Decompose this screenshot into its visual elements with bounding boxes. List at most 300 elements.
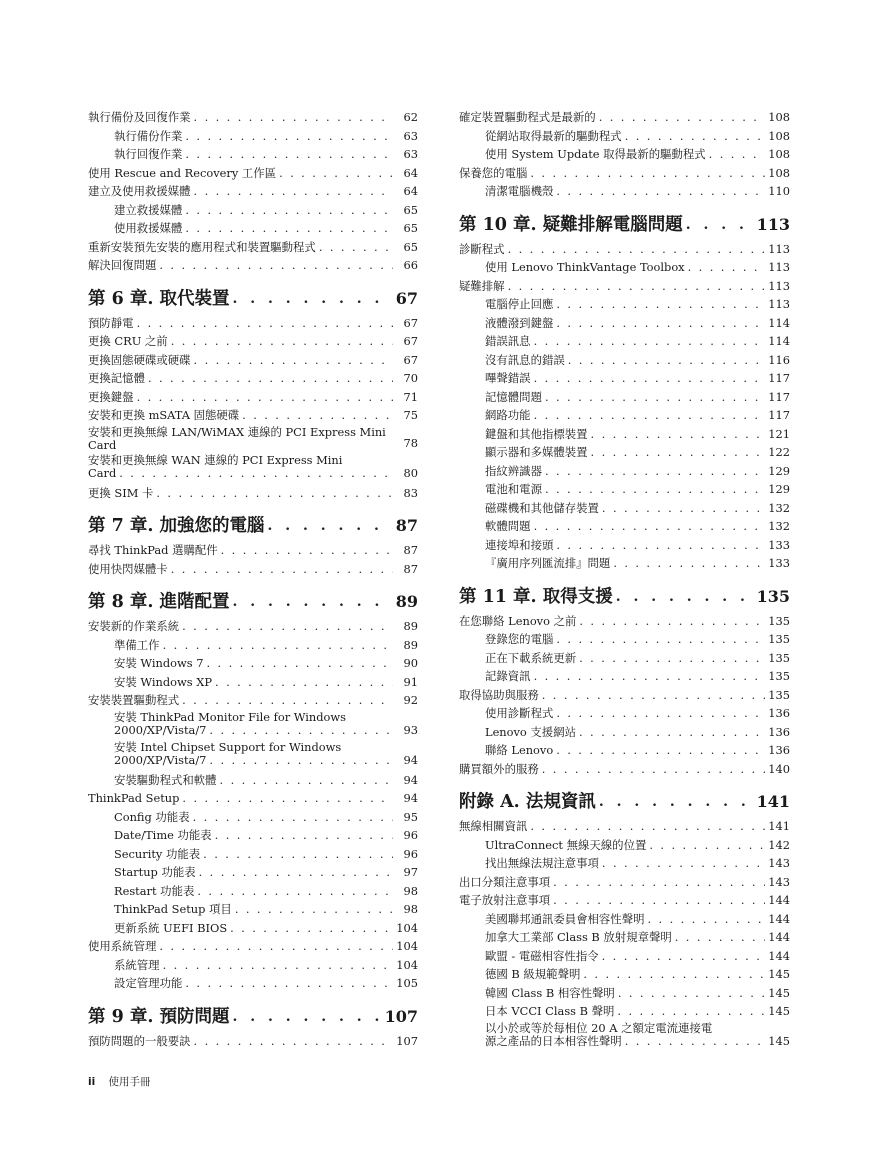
toc-page-number: 132 — [768, 519, 790, 533]
toc-entry-title-line: 安裝 Intel Chipset Support for Windows — [114, 739, 342, 754]
toc-entry[interactable] — [459, 760, 790, 779]
toc-entry-title: 磁碟機和其他儲存裝置 — [485, 500, 599, 515]
toc-subentry[interactable] — [88, 826, 418, 845]
toc-entry-title: 準備工作 — [114, 637, 160, 652]
dot-leader — [568, 351, 765, 370]
toc-page-number: 87 — [403, 543, 418, 557]
dot-leader — [556, 182, 765, 201]
toc-page-number: 64 — [403, 184, 418, 198]
chapter-title: 第 7 章. 加強您的電腦 — [88, 516, 265, 536]
toc-entry-title: 德國 B 級規範聲明 — [485, 967, 581, 981]
toc-entry-title: 建立及使用救援媒體 — [88, 184, 191, 198]
toc-entry[interactable] — [88, 314, 418, 333]
dot-leader — [185, 145, 393, 164]
dot-leader — [508, 240, 765, 259]
toc-page-number: 87 — [395, 516, 418, 535]
dot-leader — [159, 937, 393, 956]
toc-entry-title: 安裝 Windows XP — [114, 674, 213, 689]
toc-entry-title: Restart 功能表 — [114, 883, 195, 898]
toc-page-number: 91 — [403, 674, 418, 689]
toc-entry[interactable] — [459, 108, 790, 127]
toc-page-number: 67 — [395, 288, 418, 308]
toc-entry[interactable] — [459, 277, 790, 296]
toc-page-number: 122 — [768, 445, 790, 459]
toc-subentry[interactable] — [88, 127, 418, 146]
toc-entry-title-line: 2000/XP/Vista/7 — [114, 723, 207, 737]
toc-subentry[interactable] — [88, 201, 418, 220]
toc-entry-title: 執行備份及回復作業 — [88, 110, 191, 124]
toc-entry[interactable] — [88, 388, 418, 407]
toc-entry-title: 使用診斷程式 — [485, 706, 554, 720]
toc-entry-title: 更換固態硬碟或硬碟 — [88, 352, 191, 367]
dot-leader — [530, 164, 765, 183]
toc-entry-title: 安裝裝置驅動程式 — [88, 693, 180, 707]
toc-entry-title: 取得協助與服務 — [459, 687, 539, 702]
dot-leader — [182, 789, 393, 808]
toc-entry-title: 使用 Rescue and Recovery 工作區 — [88, 165, 277, 180]
toc-subentry[interactable] — [459, 258, 790, 277]
toc-subentry[interactable] — [459, 928, 790, 947]
chapter-title: 第 11 章. 取得支援 — [459, 586, 613, 607]
toc-entry[interactable] — [88, 332, 418, 351]
toc-entry[interactable] — [459, 686, 790, 705]
dot-leader — [137, 314, 393, 333]
toc-entry-title: 購買額外的服務 — [459, 761, 539, 776]
toc-subentry[interactable] — [88, 863, 418, 882]
toc-entry-title: 確定裝置驅動程式是最新的 — [459, 110, 596, 124]
toc-left-column — [88, 108, 418, 1050]
toc-page-number: 89 — [403, 619, 418, 633]
toc-page-number: 135 — [768, 669, 790, 683]
toc-page-number: 104 — [396, 939, 418, 953]
toc-page-number: 145 — [768, 967, 790, 981]
toc-subentry[interactable] — [88, 711, 418, 738]
toc-entry-title: 更換 CRU 之前 — [88, 334, 168, 348]
toc-entry[interactable] — [88, 164, 418, 183]
toc-page-number: 65 — [403, 239, 418, 254]
toc-page-number: 67 — [403, 352, 418, 367]
dot-leader — [616, 584, 754, 610]
toc-entry-title: 電池和電源 — [485, 482, 542, 496]
toc-entry[interactable] — [88, 541, 418, 560]
toc-subentry[interactable] — [459, 667, 790, 686]
toc-page-number: 71 — [403, 389, 418, 404]
dot-leader — [163, 636, 393, 655]
dot-leader — [182, 617, 393, 636]
toc-page-number: 113 — [768, 297, 790, 311]
toc-entry-title: 記憶體問題 — [485, 389, 542, 404]
chapter-title: 第 9 章. 預防問題 — [88, 1006, 230, 1027]
toc-page-number: 93 — [403, 723, 418, 737]
dot-leader — [556, 314, 765, 333]
toc-entry-title: 記錄資訊 — [485, 669, 531, 683]
toc-entry-title: 嗶聲錯誤 — [485, 371, 531, 385]
toc-subentry[interactable] — [459, 836, 790, 855]
toc-subentry[interactable] — [459, 295, 790, 314]
toc-subentry[interactable] — [459, 462, 790, 481]
toc-subentry[interactable] — [459, 984, 790, 1003]
toc-subentry[interactable] — [459, 369, 790, 388]
toc-page-number: 144 — [768, 911, 790, 926]
toc-page-number: 104 — [396, 957, 418, 972]
toc-chapter-heading[interactable] — [88, 513, 418, 539]
toc-entry-title-line: 安裝 ThinkPad Monitor File for Windows — [114, 709, 346, 724]
dot-leader — [553, 891, 765, 910]
toc-entry-title: 錯誤訊息 — [485, 334, 531, 348]
dot-leader — [686, 212, 754, 238]
toc-subentry[interactable] — [88, 673, 418, 692]
toc-right-column — [459, 108, 790, 1052]
dot-leader — [279, 164, 393, 183]
toc-entry-title: 液體潑到鍵盤 — [485, 315, 554, 330]
toc-page-number: 70 — [403, 371, 418, 385]
toc-entry-title: 設定管理功能 — [114, 976, 183, 990]
toc-page-number: 142 — [768, 837, 790, 852]
toc-subentry[interactable] — [459, 630, 790, 649]
toc-page-number: 83 — [403, 485, 418, 500]
toc-page-number: 141 — [756, 792, 790, 811]
toc-subentry[interactable] — [459, 1022, 790, 1049]
toc-entry[interactable] — [459, 164, 790, 183]
toc-page-number: 65 — [403, 202, 418, 217]
toc-entry-title: 疑難排解 — [459, 278, 505, 293]
dot-leader — [542, 760, 765, 779]
toc-subentry[interactable] — [459, 704, 790, 723]
toc-entry[interactable] — [88, 454, 418, 481]
toc-entry[interactable] — [88, 238, 418, 257]
dot-leader — [233, 589, 393, 615]
dot-leader — [625, 1035, 765, 1049]
toc-page-number: 89 — [395, 592, 418, 611]
toc-page-number: 117 — [768, 389, 790, 404]
toc-subentry[interactable] — [459, 554, 790, 573]
dot-leader — [579, 723, 765, 742]
toc-chapter-heading[interactable] — [459, 584, 790, 610]
dot-leader — [545, 388, 765, 407]
dot-leader — [185, 219, 393, 238]
toc-entry-title: Lenovo 支援網站 — [485, 724, 576, 739]
toc-subentry[interactable] — [88, 654, 418, 673]
toc-entry-title: 使用救援媒體 — [114, 221, 183, 235]
toc-subentry[interactable] — [459, 182, 790, 201]
toc-subentry[interactable] — [88, 771, 418, 790]
toc-page-number: 144 — [768, 930, 790, 944]
toc-entry-title: 執行備份作業 — [114, 128, 183, 143]
toc-entry-title: 韓國 Class B 相容性聲明 — [485, 985, 615, 1000]
toc-entry[interactable] — [459, 240, 790, 259]
toc-entry-title: 建立救援媒體 — [114, 202, 183, 217]
toc-subentry[interactable] — [88, 636, 418, 655]
toc-entry-title: 在您聯絡 Lenovo 之前 — [459, 613, 577, 628]
toc-entry-title: 連接埠和接頭 — [485, 537, 554, 552]
toc-page-number: 133 — [768, 537, 790, 552]
toc-entry-title: 保養您的電腦 — [459, 165, 528, 180]
dot-leader — [545, 480, 765, 499]
toc-entry[interactable] — [88, 351, 418, 370]
dot-leader — [159, 256, 393, 275]
toc-subentry[interactable] — [459, 425, 790, 444]
toc-subentry[interactable] — [88, 145, 418, 164]
toc-entry[interactable] — [88, 108, 418, 127]
dot-leader — [194, 1032, 393, 1051]
dot-leader — [647, 910, 765, 929]
dot-leader — [182, 691, 393, 710]
toc-subentry[interactable] — [459, 741, 790, 760]
toc-page-number: 117 — [768, 371, 790, 385]
toc-page-number: 66 — [403, 258, 418, 272]
toc-subentry[interactable] — [459, 723, 790, 742]
dot-leader — [203, 845, 393, 864]
dot-leader — [602, 947, 765, 966]
toc-entry-title: 歐盟 - 電磁相容性指令 — [485, 948, 599, 963]
toc-subentry[interactable] — [88, 974, 418, 993]
toc-entry-title: 使用快閃媒體卡 — [88, 561, 168, 576]
toc-subentry[interactable] — [459, 351, 790, 370]
toc-entry-title-line: 以小於或等於每相位 20 A 之額定電流連接電 — [485, 1020, 713, 1035]
toc-subentry[interactable] — [459, 388, 790, 407]
toc-subentry[interactable] — [459, 910, 790, 929]
toc-entry[interactable] — [88, 617, 418, 636]
footer-page-number: ii — [88, 1076, 96, 1088]
toc-page-number: 114 — [768, 315, 790, 330]
toc-subentry[interactable] — [88, 919, 418, 938]
toc-entry[interactable] — [88, 182, 418, 201]
dot-leader — [220, 771, 393, 790]
dot-leader — [268, 513, 393, 539]
toc-entry[interactable] — [88, 369, 418, 388]
toc-page-number: 97 — [403, 865, 418, 879]
toc-chapter-heading[interactable] — [88, 1004, 418, 1030]
toc-page-number: 113 — [768, 241, 790, 256]
toc-entry-title: 找出無線法規注意事項 — [485, 856, 599, 870]
toc-page-number: 94 — [403, 772, 418, 787]
toc-page-number: 110 — [768, 184, 790, 198]
toc-page-number: 135 — [768, 687, 790, 702]
toc-entry-title: 安裝新的作業系統 — [88, 619, 180, 633]
toc-entry-title: 顯示器和多媒體裝置 — [485, 445, 588, 459]
dot-leader — [553, 873, 765, 892]
dot-leader — [194, 108, 393, 127]
toc-chapter-heading[interactable] — [88, 589, 418, 615]
dot-leader — [193, 808, 393, 827]
dot-leader — [556, 741, 765, 760]
toc-subentry[interactable] — [459, 1002, 790, 1021]
toc-subentry[interactable] — [459, 406, 790, 425]
toc-entry[interactable] — [88, 1032, 418, 1051]
toc-entry-title: 安裝和更換 mSATA 固態硬碟 — [88, 408, 240, 422]
dot-leader — [617, 1002, 765, 1021]
toc-entry-title: UltraConnect 無線天線的位置 — [485, 837, 647, 852]
toc-entry-title: 安裝驅動程式和軟體 — [114, 772, 217, 787]
toc-entry-title: Startup 功能表 — [114, 865, 196, 879]
toc-page-number: 80 — [403, 466, 418, 480]
toc-entry-title: 尋找 ThinkPad 選購配件 — [88, 543, 218, 557]
toc-page-number: 117 — [768, 408, 790, 422]
dot-leader — [185, 201, 393, 220]
toc-subentry[interactable] — [459, 145, 790, 164]
toc-entry-title: 網路功能 — [485, 408, 531, 422]
toc-page-number: 113 — [768, 260, 790, 274]
toc-entry[interactable] — [459, 612, 790, 631]
toc-entry-title: 更換記憶體 — [88, 371, 145, 385]
toc-subentry[interactable] — [459, 480, 790, 499]
dot-leader — [319, 238, 393, 257]
dot-leader — [613, 554, 765, 573]
toc-entry-title: 從網站取得最新的驅動程式 — [485, 128, 622, 143]
dot-leader — [602, 854, 765, 873]
toc-entry-title: 解決回復問題 — [88, 258, 157, 272]
toc-chapter-heading[interactable] — [459, 212, 790, 238]
toc-entry-title: 清潔電腦機殼 — [485, 184, 554, 198]
toc-entry[interactable] — [88, 406, 418, 425]
toc-page-number: 92 — [403, 693, 418, 707]
toc-entry-title: ThinkPad Setup 項目 — [114, 902, 232, 916]
dot-leader — [556, 295, 765, 314]
toc-subentry[interactable] — [459, 517, 790, 536]
toc-entry-title: 電腦停止回應 — [485, 297, 554, 311]
toc-page-number: 63 — [403, 147, 418, 161]
toc-subentry[interactable] — [459, 854, 790, 873]
dot-leader — [119, 467, 393, 481]
dot-leader — [599, 108, 765, 127]
toc-page-number: 67 — [403, 315, 418, 330]
dot-leader — [242, 406, 393, 425]
toc-subentry[interactable] — [459, 443, 790, 462]
toc-page-number: 121 — [768, 426, 790, 441]
toc-chapter-heading[interactable] — [88, 286, 418, 312]
toc-page-number: 135 — [768, 613, 790, 628]
dot-leader — [199, 863, 393, 882]
toc-entry[interactable] — [459, 891, 790, 910]
chapter-title: 第 10 章. 疑難排解電腦問題 — [459, 214, 683, 235]
toc-page-number: 87 — [403, 561, 418, 576]
dot-leader — [688, 258, 765, 277]
toc-entry-title: 系統管理 — [114, 957, 160, 972]
toc-page-number: 65 — [403, 221, 418, 235]
toc-subentry[interactable] — [459, 947, 790, 966]
dot-leader — [209, 754, 393, 768]
toc-entry-title: 診斷程式 — [459, 241, 505, 256]
toc-page-number: 96 — [403, 828, 418, 842]
toc-entry-title: 更換 SIM 卡 — [88, 485, 154, 500]
toc-page-number: 129 — [768, 463, 790, 478]
toc-page-number: 136 — [768, 743, 790, 757]
toc-page-number: 89 — [403, 637, 418, 652]
toc-entry[interactable] — [88, 560, 418, 579]
toc-entry-title-line: Card — [88, 466, 117, 480]
toc-entry[interactable] — [459, 817, 790, 836]
toc-page-number: 104 — [396, 920, 418, 935]
toc-page-number: 136 — [768, 724, 790, 739]
toc-subentry[interactable] — [459, 332, 790, 351]
toc-entry[interactable] — [88, 691, 418, 710]
chapter-title: 第 8 章. 進階配置 — [88, 592, 230, 612]
toc-entry-title: 『廣用序列匯流排』問題 — [485, 556, 611, 570]
toc-entry[interactable] — [459, 873, 790, 892]
toc-entry-title: 美國聯邦通訊委員會相容性聲明 — [485, 911, 645, 926]
toc-page-number: 113 — [756, 214, 790, 234]
dot-leader — [556, 630, 765, 649]
toc-page-number: 136 — [768, 706, 790, 720]
toc-chapter-heading[interactable] — [459, 789, 790, 815]
toc-page-number: 75 — [403, 408, 418, 422]
toc-entry-title: 出口分類注意事項 — [459, 874, 551, 889]
dot-leader — [233, 286, 393, 312]
toc-entry-title: 使用 System Update 取得最新的驅動程式 — [485, 147, 706, 161]
toc-entry-title: 更新系統 UEFI BIOS — [114, 920, 228, 935]
toc-page-number: 98 — [403, 883, 418, 898]
toc-subentry[interactable] — [459, 965, 790, 984]
toc-page-number: 113 — [768, 278, 790, 293]
toc-subentry[interactable] — [88, 808, 418, 827]
dot-leader — [618, 984, 765, 1003]
toc-subentry[interactable] — [88, 741, 418, 768]
toc-page-number: 96 — [403, 846, 418, 861]
toc-entry[interactable] — [88, 426, 418, 453]
dot-leader — [556, 704, 765, 723]
toc-entry-title: Security 功能表 — [114, 846, 201, 861]
toc-subentry[interactable] — [459, 536, 790, 555]
dot-leader — [534, 406, 765, 425]
toc-entry-title: 預防靜電 — [88, 315, 134, 330]
toc-entry-title: 安裝和更換無線 LAN/WiMAX 連線的 PCI Express Mini Card — [88, 424, 386, 452]
dot-leader — [591, 425, 765, 444]
toc-subentry[interactable] — [88, 219, 418, 238]
toc-subentry[interactable] — [459, 127, 790, 146]
toc-subentry[interactable] — [88, 845, 418, 864]
toc-page-number: 90 — [403, 656, 418, 670]
toc-page-number: 133 — [768, 556, 790, 570]
toc-page-number: 143 — [768, 874, 790, 889]
toc-entry-title: 電子放射注意事項 — [459, 893, 551, 907]
toc-entry[interactable] — [88, 256, 418, 275]
dot-leader — [602, 499, 765, 518]
dot-leader — [591, 443, 765, 462]
toc-page-number: 114 — [768, 334, 790, 348]
dot-leader — [137, 388, 393, 407]
dot-leader — [185, 127, 393, 146]
toc-page-number: 145 — [768, 1034, 790, 1048]
toc-entry[interactable] — [88, 789, 418, 808]
dot-leader — [156, 484, 393, 503]
toc-entry-title: 無線相關資訊 — [459, 819, 528, 833]
dot-leader — [534, 332, 765, 351]
dot-leader — [185, 974, 393, 993]
toc-subentry[interactable] — [459, 499, 790, 518]
dot-leader — [542, 686, 765, 705]
dot-leader — [530, 817, 765, 836]
toc-subentry[interactable] — [459, 314, 790, 333]
toc-page-number: 108 — [768, 128, 790, 143]
toc-page-number: 143 — [768, 856, 790, 870]
toc-entry-title: 加拿大工業部 Class B 放射規章聲明 — [485, 930, 672, 944]
toc-entry-title-line: 安裝和更換無線 WAN 連線的 PCI Express Mini — [88, 452, 343, 467]
dot-leader — [556, 536, 765, 555]
toc-page-number: 129 — [768, 482, 790, 496]
toc-subentry[interactable] — [88, 882, 418, 901]
toc-entry[interactable] — [88, 937, 418, 956]
dot-leader — [163, 956, 393, 975]
toc-subentry[interactable] — [88, 956, 418, 975]
toc-subentry[interactable] — [459, 649, 790, 668]
dot-leader — [599, 789, 754, 815]
toc-entry[interactable] — [88, 484, 418, 503]
toc-entry-title: 使用 Lenovo ThinkVantage Toolbox — [485, 260, 685, 274]
toc-entry-title: 登錄您的電腦 — [485, 632, 554, 646]
toc-page-number: 63 — [403, 128, 418, 143]
toc-subentry[interactable] — [88, 900, 418, 919]
toc-page-number: 141 — [768, 819, 790, 833]
